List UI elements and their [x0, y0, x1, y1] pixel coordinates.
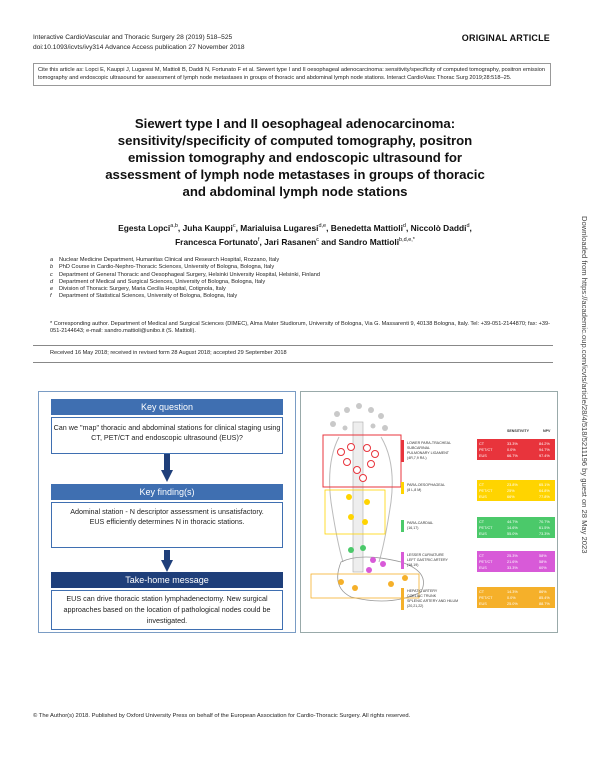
method-label: PET/CT: [479, 596, 493, 600]
received-dates: Received 16 May 2018; received in revised form 28 August 2018; accepted 29 September 2018: [50, 350, 287, 356]
group-color-marker: [401, 588, 404, 610]
method-label: EUS: [479, 566, 487, 570]
npv-value: 77.8%: [539, 495, 550, 499]
npv-value: 88.7%: [539, 602, 550, 606]
down-arrow-icon: [161, 454, 173, 482]
group-label: SPLENIC ARTERY AND HILUM: [407, 599, 459, 603]
author-name: Marialuisa Lugaresi: [240, 222, 319, 233]
sensitivity-value: 25.3%: [507, 554, 518, 558]
divider: [33, 362, 553, 363]
key-question-header: Key question: [51, 399, 283, 415]
sensitivity-value: 14.6%: [507, 526, 518, 530]
author-affil: a,b: [170, 223, 178, 229]
author-name: Sandro Mattioli: [338, 237, 400, 248]
take-home-text: EUS can drive thoracic station lymphadenectomy. New surgical approaches based on the location of pathological nodes could be investigated.: [51, 590, 283, 630]
group-label: LESSER CURVATURE: [407, 553, 444, 557]
down-arrow-icon: [161, 550, 173, 572]
author-name: Jari Rasanen: [264, 237, 317, 248]
npv-value: 97.4%: [539, 454, 550, 458]
npv-value: 64.8%: [539, 489, 550, 493]
group-color-marker: [401, 440, 404, 462]
corresponding-author: * Corresponding author. Department of Medical and Surgical Sciences (DIMEC), Alma Mater Studiorum, University of Bologna, Via G. Massarenti 9, 40138 Bologna, Italy. Tel: +39-051-2144870; fax: +39-051-2144643; e-mail: sandro.mattioli@unibo.it (S. Mattioli).: [50, 321, 550, 335]
download-watermark: Downloaded from https://academic.oup.com/icvts/article/28/4/518/5211196 by guest on 28 May 2023: [580, 216, 589, 554]
sensitivity-value: 0.0%: [507, 596, 516, 600]
author-affil: c: [316, 237, 319, 244]
npv-value: 86%: [539, 590, 547, 594]
npv-value: 60%: [539, 566, 547, 570]
method-label: EUS: [479, 495, 487, 499]
sensitivity-value: 14.3%: [507, 590, 518, 594]
visual-abstract-panel: [38, 391, 296, 633]
sensitivity-value: 44.7%: [507, 520, 518, 524]
author-affil: f: [257, 237, 260, 244]
title-line: sensitivity/specificity of computed tomography, positron: [117, 133, 473, 148]
method-label: PET/CT: [479, 526, 493, 530]
affiliation: a Nuclear Medicine Department, Humanitas Clinical and Research Hospital, Rozzano, Italy: [50, 257, 280, 263]
method-label: CT: [479, 483, 485, 487]
title-line: Siewert type I and II oesophageal adenocarcinoma:: [134, 116, 456, 131]
affiliation: b PhD Course in Cardio-Nephro-Thoracic Sciences, University of Bologna, Bologna, Italy: [50, 264, 275, 271]
col-npv: NPV: [543, 429, 551, 433]
sensitivity-value: 25%: [507, 489, 515, 493]
npv-value: 58%: [539, 554, 547, 558]
npv-value: 70.7%: [539, 520, 550, 524]
key-finding-header: Key finding(s): [51, 484, 283, 500]
npv-value: 65.1%: [539, 483, 550, 487]
divider: [33, 345, 553, 346]
group-label: COELIAC TRUNK: [407, 594, 437, 598]
method-label: CT: [479, 590, 485, 594]
npv-value: 73.3%: [539, 532, 550, 536]
author-affil: d,e: [318, 223, 327, 229]
group-color-marker: [401, 520, 404, 532]
key-finding-text: Adominal station - N descriptor assessment is unsatisfactory. EUS efficiently determines N in thoracic stations.: [51, 502, 283, 548]
col-sensitivity: SENSITIVITY: [507, 429, 529, 433]
group-color-marker: [401, 552, 404, 569]
citation-box: Cite this article as: Lopci E, Kauppi J, Lugaresi M, Mattioli B, Daddi N, Fortunato F et al. Siewert type I and II oesophageal adenocarcinoma: sensitivity/specificity of computed tomography, positron emission tomography and endoscopic ultrasound for assessment of lymph node metastases in groups of thoracic and abdominal lymph node stations. Interact CardioVasc Thorac Surg 2019;28:518–25.: [33, 63, 551, 86]
title-line: emission tomography and endoscopic ultrasound for: [127, 150, 463, 165]
sensitivity-value: 0.0%: [507, 448, 516, 452]
group-label: PULMONARY LIGAMENT: [407, 451, 450, 455]
npv-value: 61.5%: [539, 526, 550, 530]
author-affil: d: [402, 223, 406, 229]
take-home-header: Take-home message: [51, 572, 283, 588]
method-label: EUS: [479, 454, 487, 458]
affiliation: c Department of General Thoracic and Oesophageal Surgery, Helsinki University Hospital, Helsinki, Finland: [50, 271, 320, 278]
method-label: CT: [479, 442, 485, 446]
group-label: LOWER PARA-TRACHEAL: [407, 441, 452, 445]
npv-value: 85.4%: [539, 596, 550, 600]
doi-line: doi:10.1093/icvts/ivy314 Advance Access publication 27 November 2018: [33, 44, 245, 51]
author-name: Niccolò Daddi: [410, 222, 467, 233]
author-affil: b,d,e,*: [399, 237, 415, 244]
method-label: PET/CT: [479, 448, 493, 452]
author-name: Juha Kauppi: [182, 222, 233, 233]
group-label: (20,21,22): [407, 604, 424, 608]
group-label: LEFT GASTRIC ARTERY: [407, 558, 448, 562]
group-label: SUBCARINAL: [407, 446, 430, 450]
author-name: Francesca Fortunato: [175, 237, 258, 248]
affiliations: [50, 257, 550, 301]
article-title: [60, 115, 530, 200]
affiliation: e Division of Thoracic Surgery, Maria Cecilia Hospital, Cotignola, Italy: [50, 286, 226, 293]
author-affil: c: [232, 223, 236, 229]
title-line: and abdominal lymph node stations: [182, 184, 408, 199]
method-label: EUS: [479, 602, 487, 606]
copyright-footer: © The Author(s) 2018. Published by Oxford University Press on behalf of the European Association for Cardio-Thoracic Surgery. All rights reserved.: [33, 713, 411, 719]
group-label: PARA-OESOPHAGEAL: [407, 483, 446, 487]
sensitivity-value: 21.6%: [507, 560, 518, 564]
author-name: Benedetta Mattioli: [330, 222, 403, 233]
method-label: PET/CT: [479, 560, 493, 564]
author-list: Egesta Lopci$^{a,b}$, Juha Kauppi$^c$, Marialuisa Lugaresi$^{d,e}$, Benedetta Mattioli$^d$, Niccolò Daddi$^d$, Francesca Fortunato$^f$, Jari Rasanen$^c$ and Sandro Mattioli$^{b,d,e,*}$: [118, 222, 472, 248]
method-label: PET/CT: [479, 489, 493, 493]
sensitivity-value: 23.8%: [507, 483, 518, 487]
sensitivity-value: 66%: [507, 495, 515, 499]
key-question-text: Can we "map" thoracic and abdominal stations for clinical staging using CT, PET/CT and endoscopic ultrasound (EUS)?: [51, 417, 283, 454]
sensitivity-value: 33.3%: [507, 566, 518, 570]
sensitivity-value: 66.7%: [507, 454, 518, 458]
lymph-node-diagram: [301, 392, 557, 632]
affiliation: f Department of Statistical Sciences, University of Bologna, Bologna, Italy: [50, 293, 238, 300]
anatomy-figure: [300, 391, 558, 633]
author-affil: d: [466, 223, 470, 229]
npv-value: 84.2%: [539, 442, 550, 446]
group-color-marker: [401, 482, 404, 494]
group-label: (16,17): [407, 526, 419, 530]
sensitivity-value: 55.0%: [507, 532, 518, 536]
group-label: (8 L,8 M): [407, 488, 422, 492]
method-label: CT: [479, 554, 485, 558]
sensitivity-value: 25.0%: [507, 602, 518, 606]
author-name: Egesta Lopci: [118, 222, 171, 233]
anatomy-illustration: [311, 403, 424, 601]
affiliation: d Department of Medical and Surgical Sciences, University of Bologna, Bologna, Italy: [50, 278, 266, 285]
method-label: EUS: [479, 532, 487, 536]
group-label: (4R,7,9 R/L): [407, 456, 427, 460]
method-label: CT: [479, 520, 485, 524]
title-line: assessment of lymph node metastases in groups of thoracic: [105, 167, 485, 182]
npv-value: 58%: [539, 560, 547, 564]
group-label: HEPATIC ARTERY: [407, 589, 438, 593]
npv-value: 94.7%: [539, 448, 550, 452]
sensitivity-value: 33.3%: [507, 442, 518, 446]
group-label: (18,19): [407, 563, 419, 567]
article-type: ORIGINAL ARTICLE: [461, 33, 550, 43]
group-label: PARA-CARDIAL: [407, 521, 434, 525]
journal-line: Interactive CardioVascular and Thoracic Surgery 28 (2019) 518–525: [33, 34, 233, 41]
